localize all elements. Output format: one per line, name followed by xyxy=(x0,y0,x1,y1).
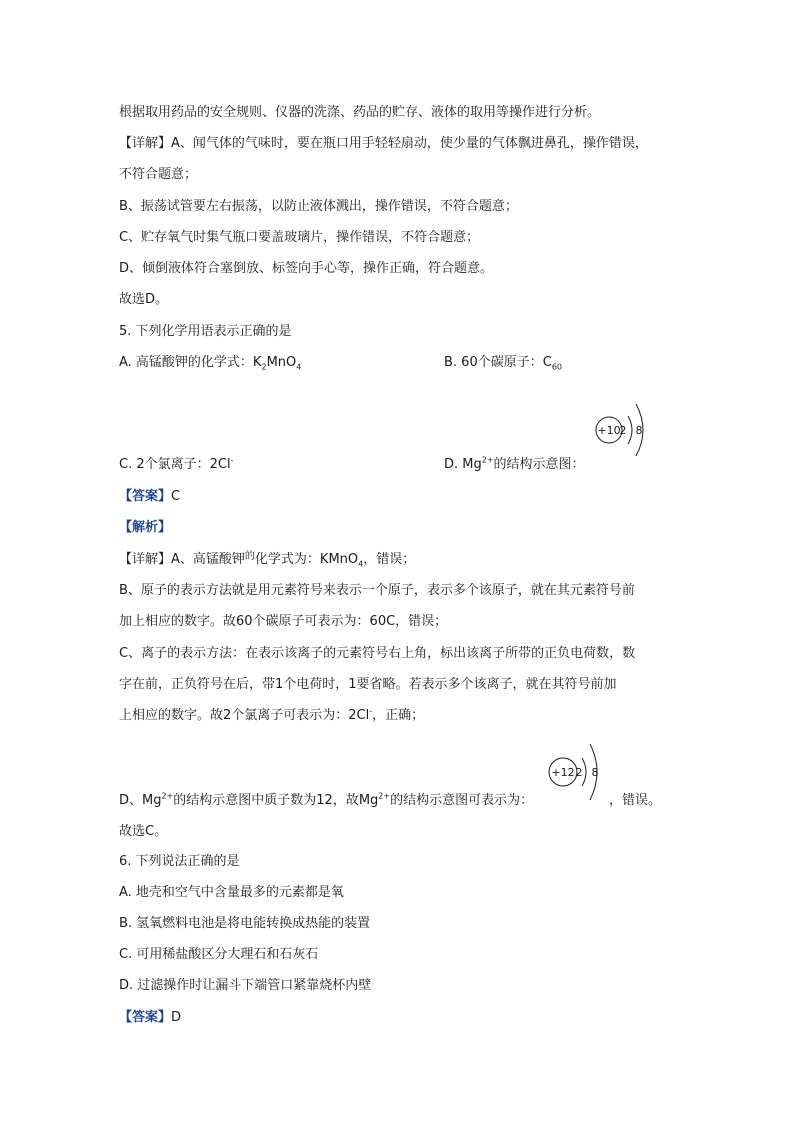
detail-line-d: D、倾倒液体符合塞倒放、标签向手心等，操作正确，符合题意。 xyxy=(119,261,494,276)
detail-line-a xyxy=(119,135,648,153)
answer-tag: 【答案】 xyxy=(119,489,172,504)
q5-option-b: B. 60个碳原子：$C_{60}$ xyxy=(444,355,562,372)
q5-detail-a: 【详解】A、高锰酸钾$^的$化学式为：KMnO$_4$，错误； xyxy=(119,551,416,569)
detail-text: A、闻气体的气味时，要在瓶口用手轻轻扇动，使少量的气体飘进鼻孔，操作错误， xyxy=(171,136,648,151)
q5-option-c: C. 2个氯离子：2Cl- xyxy=(119,455,234,472)
diagram-shell-1-count: 2 xyxy=(575,766,583,779)
q5-detail-c: C、离子的表示方法：在表示该离子的元素符号右上角，标出该离子所带的正负电荷数，数 xyxy=(119,646,636,661)
q6-option-d: D. 过滤操作时让漏斗下端管口紧靠烧杯内壁 xyxy=(119,978,372,993)
q6-answer: 【答案】D xyxy=(119,1010,182,1025)
q6-option-a: A. 地壳和空气中含量最多的元素都是氧 xyxy=(119,885,344,900)
answer-tag: 【答案】 xyxy=(119,1010,172,1025)
q5-detail-d: D、$Mg^{2+}$的结构示意图中质子数为12，故$Mg^{2+}$的结构示意图可表示为： xyxy=(119,791,534,808)
q5-choose: 故选C。 xyxy=(119,824,168,839)
diagram-nucleus-label: +10 xyxy=(597,424,621,437)
diagram-shell-1-count: 2 xyxy=(619,424,627,437)
detail-line-b: B、振荡试管要左右振荡，以防止液体溅出，操作错误，不符合题意； xyxy=(119,199,518,214)
q5-detail-b: B、原子的表示方法就是用元素符号来表示一个原子，表示多个该原子，就在其元素符号前 xyxy=(119,583,635,598)
q5-detail-c-cont2: 上相应的数字。故2个氯离子可表示为：2Cl-，正确； xyxy=(119,706,425,723)
detail-line-c: C、贮存氧气时集气瓶口要盖玻璃片，操作错误，不符合题意； xyxy=(119,230,480,245)
q6-option-c: C. 可用稀盐酸区分大理石和石灰石 xyxy=(119,947,319,962)
q5-detail-b-cont: 加上相应的数字。故60个碳原子可表示为：60C，错误； xyxy=(119,614,448,629)
analysis-line: 根据取用药品的安全规则、仪器的洗涤、药品的贮存、液体的取用等操作进行分析。 xyxy=(119,105,601,120)
detail-tag: 【详解】 xyxy=(119,136,172,151)
diagram-shell-arc-1 xyxy=(628,416,632,444)
q5-option-a: A. 高锰酸钾的化学式：$K_2MnO_4$ xyxy=(119,355,302,372)
q5-answer: 【答案】C xyxy=(119,489,181,504)
detail-line-a-cont: 不符合题意； xyxy=(119,167,198,182)
diagram-shell-2-count: 8 xyxy=(635,424,643,437)
choose-line: 故选D。 xyxy=(119,292,169,307)
mg-ion-structure-diagram xyxy=(544,734,614,810)
diagram-shell-2-count: 8 xyxy=(591,766,599,779)
diagram-shell-arc-1 xyxy=(582,758,586,786)
ne-structure-diagram xyxy=(592,392,662,468)
q6-option-b: B. 氢氧燃料电池是将电能转换成热能的装置 xyxy=(119,916,371,931)
q5-option-d: D. $Mg^{2+}$的结构示意图： xyxy=(444,455,585,472)
q5-detail-c-cont1: 字在前，正负符号在后，带1个电荷时，1要省略。若表示多个该离子，就在其符号前加 xyxy=(119,677,617,692)
q6-stem: 6. 下列说法正确的是 xyxy=(119,854,240,869)
q5-analysis-tag: 【解析】 xyxy=(119,520,172,535)
diagram-nucleus-label: +12 xyxy=(551,766,575,779)
q5-detail-d-end: ，错误。 xyxy=(609,793,662,808)
q5-stem: 5. 下列化学用语表示正确的是 xyxy=(119,324,292,339)
